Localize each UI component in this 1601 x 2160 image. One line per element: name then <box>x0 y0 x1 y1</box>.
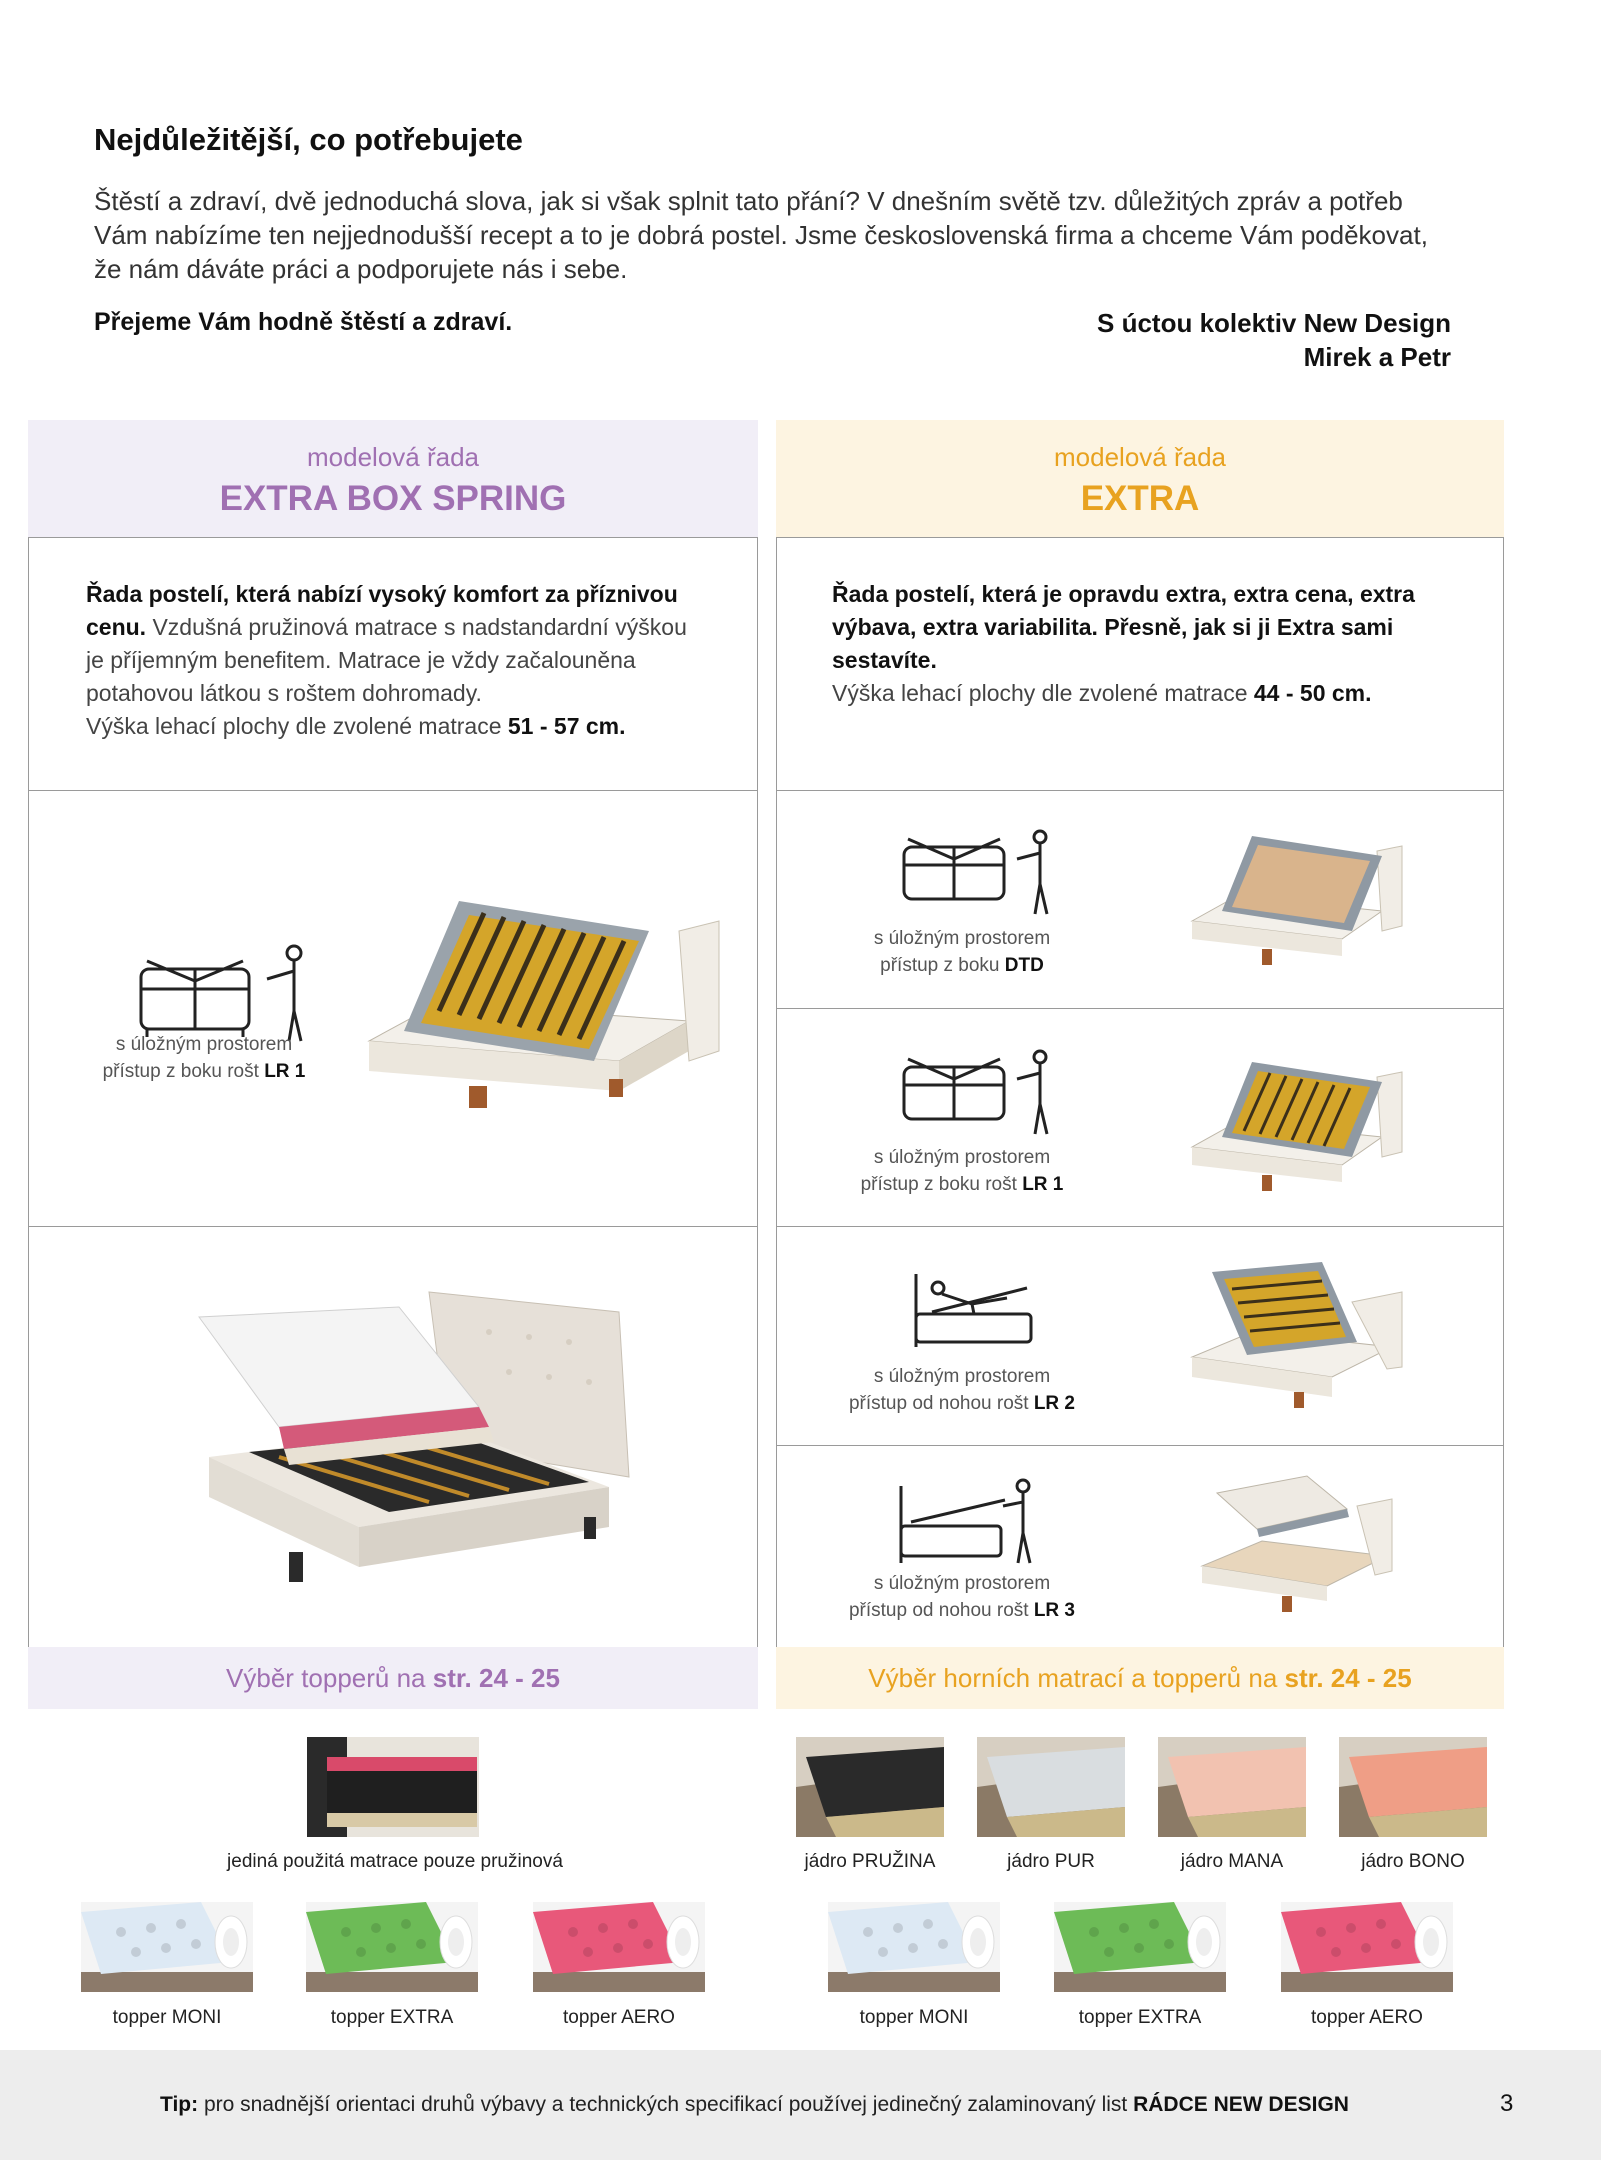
description-bold: Řada postelí, která je opravdu extra, extra cena, extra výbava, extra variabilita. Přesně, jak si ji Extra sami sestavíte. <box>832 581 1415 673</box>
box-spring-bed-image <box>189 1277 659 1597</box>
intro-wish: Přejeme Vám hodně štěstí a zdraví. <box>94 308 513 336</box>
spring-mattress-thumb <box>307 1737 479 1837</box>
bed-lr3-image <box>1197 1471 1407 1621</box>
core-pruzina-thumb <box>796 1737 944 1837</box>
bed-dtd-image <box>1182 831 1412 971</box>
band-pages: str. 24 - 25 <box>432 1663 560 1693</box>
page-title: Nejdůležitější, co potřebujete <box>94 122 523 157</box>
footer-tip: Tip: pro snadnější orientaci druhů výbavy a technických specifikací používej jedinečný zalaminovaný list RÁDCE NEW DESIGN <box>160 2093 1349 2116</box>
foot-storage-icon <box>897 1478 1047 1568</box>
topper-moni-thumb <box>81 1902 253 1992</box>
core-pur-thumb <box>977 1737 1125 1837</box>
description-bold: Řada postelí, která nabízí vysoký komfort za příznivou cenu. <box>86 581 678 640</box>
height-text: Výška lehací plochy dle zvolené matrace <box>832 680 1254 706</box>
topper-caption: topper MONI <box>112 2007 222 2028</box>
extra-box-spring-column <box>28 420 758 537</box>
band-pages: str. 24 - 25 <box>1284 1663 1412 1693</box>
signature-line-1: S úctou kolektiv New Design <box>1097 308 1451 338</box>
storage-option-dtd <box>776 790 1504 1009</box>
series-description-box <box>776 537 1504 791</box>
series-description-box <box>28 537 758 791</box>
topper-caption: topper EXTRA <box>330 2007 454 2028</box>
topper-moni-thumb <box>828 1902 1000 1992</box>
mattress-photo-box <box>28 1226 758 1648</box>
signature-line-2: Mirek a Petr <box>1303 342 1451 372</box>
topper-aero-thumb <box>533 1902 705 1992</box>
bed-lr1-image <box>1182 1057 1412 1197</box>
storage-caption: s úložným prostorem přístup od nohou rošt LR 3 <box>848 1573 1076 1621</box>
mattresses-band: Výběr horních matrací a topperů na str. 24 - 25 <box>776 1647 1504 1709</box>
core-bono-thumb <box>1339 1737 1487 1837</box>
height-value: 51 - 57 cm. <box>507 713 626 739</box>
page-number: 3 <box>1500 2090 1514 2117</box>
storage-option-box <box>28 790 758 1227</box>
storage-caption: s úložným prostorem přístup z boku rošt LR 1 <box>102 1034 306 1082</box>
toppers-band: Výběr topperů na str. 24 - 25 <box>28 1647 758 1709</box>
series-label: modelová řada <box>1054 442 1226 472</box>
storage-option-lr1 <box>776 1008 1504 1227</box>
foot-storage-icon <box>912 1272 1042 1352</box>
series-header <box>776 420 1504 537</box>
series-description <box>777 538 1503 710</box>
storage-caption: s úložným prostorem přístup od nohou rošt LR 2 <box>848 1366 1076 1414</box>
series-name: EXTRA BOX SPRING <box>219 479 567 518</box>
core-caption: jádro PUR <box>1007 1851 1095 1872</box>
storage-option-lr3 <box>776 1445 1504 1648</box>
topper-caption: topper AERO <box>563 2007 675 2028</box>
bed-lr1-image <box>349 891 729 1121</box>
storage-caption: s úložným prostorem přístup z boku DTD <box>873 928 1051 976</box>
height-text: Výška lehací plochy dle zvolené matrace <box>86 713 508 739</box>
topper-extra-thumb <box>306 1902 478 1992</box>
storage-caption: s úložným prostorem přístup z boku rošt LR 1 <box>860 1147 1064 1195</box>
series-header <box>28 420 758 537</box>
series-description <box>29 538 757 743</box>
core-caption: jádro PRUŽINA <box>804 1851 936 1872</box>
series-name: EXTRA <box>1080 479 1200 518</box>
core-caption: jádro BONO <box>1361 1851 1465 1872</box>
mattress-caption: jediná použitá matrace pouze pružinová <box>227 1851 563 1872</box>
side-storage-icon <box>902 1049 1062 1139</box>
core-caption: jádro MANA <box>1180 1851 1284 1872</box>
side-storage-icon <box>902 829 1062 919</box>
topper-caption: topper AERO <box>1311 2007 1423 2028</box>
series-label: modelová řada <box>307 442 479 472</box>
bed-lr2-image <box>1182 1257 1412 1417</box>
topper-caption: topper MONI <box>859 2007 969 2028</box>
intro-line-3: že nám dáváte práci a podporujete nás i sebe. <box>94 254 628 284</box>
topper-aero-thumb <box>1281 1902 1453 1992</box>
extra-column <box>776 420 1504 537</box>
storage-option-lr2 <box>776 1226 1504 1446</box>
core-mana-thumb <box>1158 1737 1306 1837</box>
intro-line-2: Vám nabízíme ten nejjednodušší recept a to je dobrá postel. Jsme československá firma a chceme Vám poděkovat, <box>94 220 1428 250</box>
description-text: Vzdušná pružinová matrace s nadstandardní výškou je příjemným benefitem. Matrace je vždy začalouněna potahovou látkou s roštem dohromady. <box>86 614 687 706</box>
intro-line-1: Štěstí a zdraví, dvě jednoduchá slova, jak si však splnit tato přání? V dnešním světě tzv. důležitých zpráv a potřeb <box>94 186 1403 216</box>
height-value: 44 - 50 cm. <box>1253 680 1372 706</box>
topper-extra-thumb <box>1054 1902 1226 1992</box>
topper-caption: topper EXTRA <box>1078 2007 1202 2028</box>
